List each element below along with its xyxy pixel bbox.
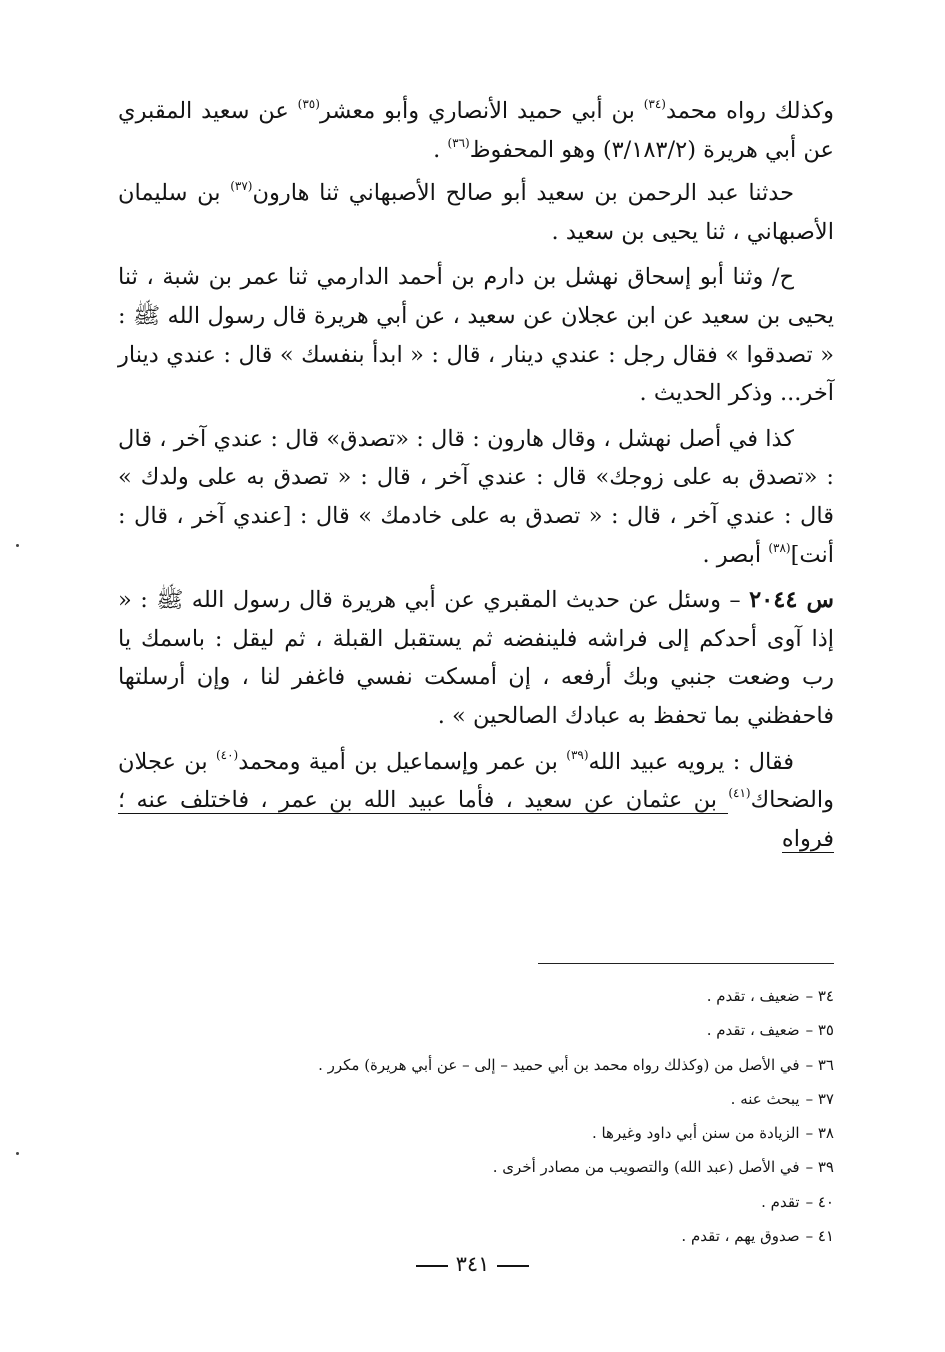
- footnote-ref-40: (٤٠): [215, 747, 239, 762]
- footnote-36: [118, 1048, 834, 1082]
- text-run: كذا في أصل نهشل ، وقال هارون : قال : «تصدق» قال : عندي آخر ، قال : «تصدق به على زوجك» قال : عندي آخر ، قال : « تصدق به على ولدك » قال : عندي آخر ، قال : « تصدق به على خادمك » قال : [عندي آخر ، قال : أنت]: [118, 425, 834, 568]
- paragraph-4: [118, 420, 834, 574]
- text-run: – وسئل عن حديث المقبري عن أبي هريرة قال رسول الله ﷺ : « إذا آوى أحدكم إلى فراشه فلينفضه ثم يستقبل القبلة ، ثم ليقل : باسمك يا رب وضعت جنبي وبك أرفعه ، إن أمسكت نفسي فاغفر لنا ، وإن أرسلتها فاحفظني بما تحفظ به عبادك الصالحين » .: [118, 587, 834, 729]
- text-run: حدثنا عبد الرحمن بن سعيد أبو صالح الأصبهاني ثنا هارون: [252, 180, 794, 207]
- footnote-separator: [538, 963, 834, 964]
- footnote-number: ٤٠ –: [805, 1192, 834, 1211]
- dash-right: [416, 1265, 448, 1267]
- text-run: بن عمر وإسماعيل بن أمية ومحمد: [238, 748, 567, 775]
- footnote-text: ضعيف ، تقدم .: [706, 987, 800, 1005]
- footnote-ref-38: (٣٨): [768, 540, 791, 555]
- paragraph-3: [118, 258, 834, 412]
- text-run: بن سليمان الأصبهاني ، ثنا يحيى بن سعيد .: [118, 180, 834, 245]
- footnote-text: صدوق يهم ، تقدم .: [681, 1227, 800, 1246]
- text-run: بن عجلان والضحاك: [118, 748, 834, 814]
- page-number-text: ٣٤١: [455, 1252, 490, 1276]
- text-run: بن عثمان عن سعيد ، فأما عبيد الله بن عمر ، فاختلف عنه ؛ فرواه: [118, 787, 834, 852]
- footnote-ref-37: (٣٧): [230, 179, 253, 194]
- footnote-text: تقدم .: [761, 1192, 800, 1211]
- page-number: [0, 1252, 945, 1276]
- footnote-39: [118, 1150, 834, 1184]
- text-run: بن أبي حميد الأنصاري وأبو معشر: [319, 98, 644, 124]
- footnote-38: [118, 1116, 834, 1150]
- footnote-35: [118, 1013, 834, 1047]
- footnote-ref-34: (٣٤): [643, 97, 666, 111]
- footnote-text: في الأصل من (وكذلك رواه محمد بن أبي حميد – إلى – عن أبي هريرة) مكرر .: [318, 1055, 800, 1074]
- text-run: ح/ وثنا أبو إسحاق نهشل بن دارم بن أحمد الدارمي ثنا عمر بن شبة ، ثنا يحيى بن سعيد عن ابن عجلان عن سعيد ، عن أبي هريرة قال رسول الله ﷺ : « تصدقوا » فقال رجل : عندي دينار ، قال : « ابدأ بنفسك » قال : عندي دينار آخر... وذكر الحديث .: [118, 264, 834, 407]
- footnote-text: الزيادة من سنن أبي داود وغيرها .: [591, 1124, 800, 1143]
- footnote-34: [118, 979, 834, 1013]
- paragraph-1: [118, 92, 834, 169]
- scan-speck: [16, 544, 19, 547]
- footnote-number: ٣٧ –: [805, 1089, 834, 1108]
- text-run: .: [433, 136, 448, 163]
- text-run: فقال : يرويه عبيد الله: [588, 748, 795, 775]
- footnote-text: في الأصل (عبد الله) والتصويب من مصادر أخرى .: [492, 1158, 800, 1177]
- footnote-ref-39: (٣٩): [566, 747, 589, 762]
- footnote-40: [118, 1185, 834, 1219]
- footnote-41: [118, 1219, 834, 1253]
- text-run: أبصر .: [702, 541, 769, 568]
- footnote-text: ضعيف ، تقدم .: [706, 1021, 800, 1040]
- paragraph-5-question: [118, 581, 834, 735]
- paragraph-6: [118, 743, 834, 859]
- text-run: عن سعيد المقبري عن أبي هريرة (٣/١٨٣/٢) وهو المحفوظ: [118, 98, 834, 163]
- scan-speck: [16, 1152, 19, 1155]
- text-run: وكذلك رواه محمد: [665, 98, 834, 124]
- footnote-number: ٤١ –: [805, 1227, 834, 1246]
- dash-left: [497, 1265, 529, 1267]
- paragraph-2: [118, 174, 834, 251]
- footnote-number: ٣٦ –: [805, 1055, 834, 1074]
- question-number: س ٢٠٤٤: [749, 587, 834, 614]
- footnote-number: ٣٩ –: [805, 1158, 834, 1177]
- main-text: [118, 92, 834, 865]
- footnote-number: ٣٥ –: [805, 1021, 834, 1040]
- footnote-ref-41: (٤١): [728, 786, 751, 801]
- footnote-text: يبحث عنه .: [730, 1089, 800, 1108]
- footnote-number: ٣٤ –: [805, 987, 834, 1005]
- footnote-ref-36: (٣٦): [447, 135, 470, 150]
- footnote-ref-35: (٣٥): [297, 97, 320, 111]
- footnote-number: ٣٨ –: [805, 1124, 834, 1143]
- footnote-37: [118, 1082, 834, 1116]
- footnotes: [118, 979, 834, 1253]
